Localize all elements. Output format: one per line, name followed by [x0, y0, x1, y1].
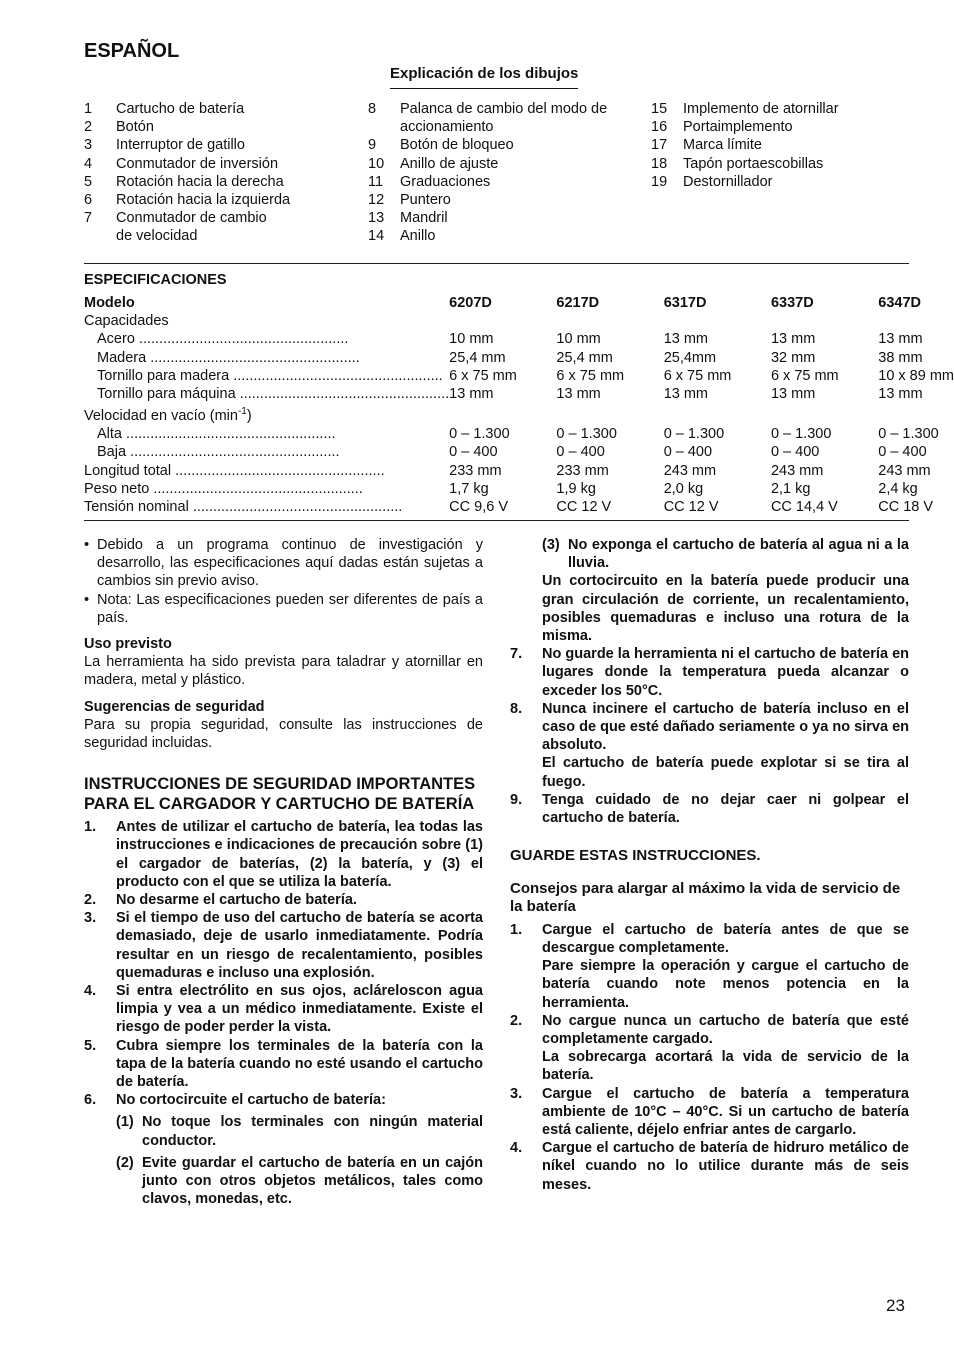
- note-text: Nota: Las especificaciones pueden ser diferentes de país a país.: [97, 591, 483, 626]
- legend-num: 17: [651, 137, 668, 154]
- note-text: Debido a un programa continuo de investigación y desarrollo, las especificaciones aquí dadas están sujetas a cambios sin previo aviso.: [97, 537, 483, 590]
- row-label: Baja ....................................................: [97, 444, 340, 461]
- legend-item: [651, 173, 908, 191]
- right-column: [510, 536, 909, 1194]
- item-num: 6.: [84, 1092, 97, 1109]
- sub-num: (2): [116, 1154, 134, 1171]
- item-text: Tenga cuidado de no dejar caer ni golpear el cartucho de batería.: [542, 791, 909, 827]
- table-cell: 0 – 400: [770, 444, 820, 461]
- row-label-text: Acero: [97, 331, 135, 348]
- table-cell: 2,0 kg: [663, 480, 704, 497]
- row-label: Alta ....................................................: [97, 426, 336, 443]
- table-cell: CC 18 V: [878, 499, 934, 516]
- row-label: Acero ....................................................: [97, 331, 349, 348]
- item-text: Nunca incinere el cartucho de batería incluso en el caso de que esté dañado seriamente o ya no sirva en absoluto.: [542, 700, 909, 754]
- legend-item: [368, 209, 625, 227]
- table-cell: 6 x 75 mm: [663, 367, 732, 384]
- table-row: [84, 498, 954, 516]
- specs-table: [84, 294, 954, 516]
- page-number: 23: [886, 1296, 905, 1315]
- note-bullet: [84, 591, 483, 627]
- tips-title: Consejos para alargar al máximo la vida de servicio de la batería: [510, 879, 901, 916]
- instruction-item: [510, 700, 909, 791]
- item-num: 5.: [84, 1037, 97, 1054]
- table-cell: 10 mm: [449, 331, 494, 348]
- legend-num: 9: [368, 137, 377, 154]
- legend-num: 7: [84, 210, 93, 227]
- table-cell: 6 x 75 mm: [449, 367, 517, 384]
- table-cell: CC 14,4 V: [770, 499, 838, 516]
- item-num: 7.: [510, 646, 523, 663]
- row-label-text: Madera: [97, 349, 147, 366]
- legend-column-1: [84, 100, 341, 246]
- table-cell: 25,4mm: [663, 349, 717, 366]
- table-cell: 13 mm: [878, 331, 923, 348]
- bullet-icon: •: [84, 591, 90, 608]
- row-label-text: Alta: [97, 426, 122, 443]
- language-heading: ESPAÑOL: [84, 40, 180, 62]
- legend-text: Puntero: [400, 192, 451, 209]
- legend-text: Botón: [116, 119, 154, 136]
- item-num: 3.: [84, 910, 97, 927]
- tip-item: [510, 1012, 909, 1085]
- table-cell: 13 mm: [663, 386, 709, 403]
- legend-num: 5: [84, 173, 93, 190]
- table-row: [84, 480, 954, 498]
- legend-num: 15: [651, 101, 668, 117]
- legend-text: Rotación hacia la derecha: [116, 173, 284, 190]
- table-row: [84, 425, 954, 443]
- model-cell: 6317D: [663, 295, 707, 311]
- row-label-text: Tensión nominal: [84, 499, 189, 516]
- legend-text: Implemento de atornillar: [683, 101, 839, 117]
- row-label-text: Longitud total: [84, 462, 172, 479]
- sub-note: Un cortocircuito en la batería puede producir una gran circulación de corriente, un recalentamiento, posibles quemaduras e incluso una rotura de la misma.: [542, 573, 909, 645]
- speed-label: [84, 403, 954, 425]
- row-label: Tensión nominal ....................................................: [84, 499, 403, 516]
- legend-item: [84, 155, 341, 173]
- table-cell: 13 mm: [663, 331, 709, 348]
- item-num: 8.: [510, 700, 523, 717]
- legend-num: 8: [368, 101, 377, 117]
- table-cell: 13 mm: [770, 386, 816, 403]
- table-row: [84, 403, 954, 425]
- note-bullet: [84, 536, 483, 591]
- tip-text: No cargue nunca un cartucho de batería que esté completamente cargado.: [542, 1012, 909, 1047]
- legend-item: [368, 191, 625, 209]
- item-note: El cartucho de batería puede explotar si se tira al fuego.: [542, 755, 909, 790]
- legend-num: 10: [368, 155, 385, 172]
- table-row: [84, 385, 954, 403]
- legend-text: Portaimplemento: [683, 119, 793, 136]
- table-cell: 0 – 1.300: [449, 426, 510, 443]
- legend-text: Anillo: [400, 228, 436, 245]
- item-num: 3.: [510, 1085, 523, 1102]
- sub-item: [542, 536, 909, 572]
- item-text: No cortocircuite el cartucho de batería:: [116, 1092, 386, 1109]
- sub-num: (3): [542, 537, 560, 553]
- tip-text: Cargue el cartucho de batería a temperatura ambiente de 10°C – 40°C. Si un cartucho de batería está caliente, déjelo enfriar antes de cargarlo.: [542, 1085, 909, 1138]
- legend-text: Destornillador: [683, 173, 773, 190]
- legend-num: 19: [651, 173, 668, 190]
- tip-text: Cargue el cartucho de batería antes de que se descargue completamente.: [542, 921, 909, 956]
- table-cell: 13 mm: [878, 386, 923, 403]
- tip-text: Cargue el cartucho de batería de hidruro metálico de níkel cuando no lo utilice durante más de seis meses.: [542, 1140, 909, 1193]
- table-cell: 243 mm: [770, 462, 824, 479]
- table-cell: 13 mm: [449, 386, 494, 403]
- legend-text: Anillo de ajuste: [400, 155, 499, 172]
- instruction-item: [510, 791, 909, 827]
- table-cell: 10 mm: [556, 331, 601, 348]
- table-cell: 0 – 400: [663, 444, 713, 461]
- model-cell: 6347D: [878, 295, 921, 311]
- tip-item: [510, 1085, 909, 1140]
- table-cell: 25,4 mm: [556, 349, 613, 366]
- table-cell: CC 12 V: [663, 499, 719, 516]
- table-row: [84, 443, 954, 461]
- legend-text: Conmutador de cambio de velocidad: [116, 210, 267, 245]
- legend-item: [84, 191, 341, 209]
- sub-text: No toque los terminales con ningún material conductor.: [142, 1114, 483, 1149]
- tip-note: Pare siempre la operación y cargue el cartucho de batería cuando note menos potencia en la herramienta.: [542, 958, 909, 1011]
- legend-item: [368, 155, 625, 173]
- item-text: Cubra siempre los terminales de la batería con la tapa de la batería cuando no esté usando el cartucho de batería.: [116, 1037, 483, 1091]
- safety-text: Para su propia seguridad, consulte las instrucciones de seguridad incluidas.: [84, 716, 483, 752]
- table-row: [84, 367, 954, 385]
- legend-item: [84, 209, 341, 245]
- legend-text: Palanca de cambio del modo de accionamiento: [400, 101, 608, 136]
- row-label-text: Peso neto: [84, 480, 150, 497]
- table-cell: 10 x 89 mm: [878, 367, 954, 384]
- tip-item: [510, 921, 909, 1012]
- sub-item: [116, 1113, 483, 1149]
- table-cell: 0 – 400: [878, 444, 927, 461]
- instructions-title: INSTRUCCIONES DE SEGURIDAD IMPORTANTES PARA EL CARGADOR Y CARTUCHO DE BATERÍA: [84, 775, 476, 814]
- legend-column-3: [651, 100, 908, 191]
- table-row: [84, 294, 954, 312]
- legend-text: Interruptor de gatillo: [116, 137, 245, 154]
- table-cell: 25,4 mm: [449, 349, 506, 366]
- bullet-icon: •: [84, 537, 90, 553]
- legend-item: [651, 100, 908, 118]
- legend-item: [651, 136, 908, 154]
- legend-item: [84, 118, 341, 136]
- table-row: [84, 349, 954, 367]
- row-label: Tornillo para máquina ....................................................: [97, 386, 450, 403]
- legend-item: [368, 136, 625, 154]
- legend-text: Conmutador de inversión: [116, 155, 279, 172]
- item-num: 9.: [510, 791, 523, 808]
- table-cell: 0 – 1.300: [770, 426, 832, 443]
- table-cell: 13 mm: [770, 331, 816, 348]
- sub-text: No exponga el cartucho de batería al agua ni a la lluvia.: [568, 537, 909, 572]
- table-cell: 233 mm: [449, 462, 502, 479]
- table-cell: CC 12 V: [556, 499, 612, 516]
- speed-label-close: ): [246, 408, 252, 425]
- row-label: Tornillo para madera ....................................................: [97, 367, 443, 384]
- item-text: No guarde la herramienta ni el cartucho de batería en lugares donde la temperatura pueda alcanzar o exceder los 50°C.: [542, 646, 909, 699]
- intended-use-text: La herramienta ha sido prevista para taladrar y atornillar en madera, metal y plástico.: [84, 654, 483, 689]
- left-column: [84, 536, 483, 1209]
- legend-item: [368, 227, 625, 245]
- item-text: Antes de utilizar el cartucho de batería, lea todas las instrucciones e indicaciones de precaución sobre (1) el cargador de baterías, (2) la batería, y (3) el producto con el que se utiliza la batería.: [116, 819, 483, 890]
- instruction-item: [84, 1091, 483, 1208]
- row-label-text: Tornillo para máquina: [97, 386, 236, 403]
- legend-num: 3: [84, 137, 93, 154]
- legend-item: [651, 155, 908, 173]
- safety-title: Sugerencias de seguridad: [84, 698, 265, 715]
- legend-num: 16: [651, 119, 668, 136]
- legend-text: Tapón portaescobillas: [683, 155, 824, 172]
- item-num: 1.: [84, 819, 97, 836]
- divider: [84, 520, 909, 521]
- legend-text: Botón de bloqueo: [400, 137, 514, 154]
- table-cell: 233 mm: [556, 462, 609, 479]
- table-cell: 6 x 75 mm: [770, 367, 839, 384]
- sub-num: (1): [116, 1114, 134, 1131]
- legend-num: 12: [368, 192, 385, 209]
- item-num: 1.: [510, 921, 523, 938]
- instruction-item: [510, 645, 909, 700]
- legend-item: [368, 173, 625, 191]
- table-cell: 6 x 75 mm: [556, 367, 625, 384]
- model-label: Modelo: [84, 295, 135, 311]
- row-label: Madera ....................................................: [97, 349, 360, 366]
- table-cell: 0 – 1.300: [663, 426, 725, 443]
- sub-text: Evite guardar el cartucho de batería en un cajón junto con otros objetos metálicos, tales como clavos, monedas, etc.: [142, 1154, 483, 1208]
- intended-use-title: Uso previsto: [84, 636, 172, 653]
- legend-num: 4: [84, 155, 93, 172]
- table-row: [84, 330, 954, 348]
- instruction-item: [84, 982, 483, 1037]
- legend-text: Rotación hacia la izquierda: [116, 192, 291, 209]
- table-cell: 0 – 1.300: [878, 426, 939, 443]
- item-text: No desarme el cartucho de batería.: [116, 892, 357, 909]
- instruction-item: [84, 1037, 483, 1092]
- legend-num: 11: [368, 173, 384, 190]
- table-row: [84, 462, 954, 480]
- row-label: Longitud total ....................................................: [84, 462, 385, 479]
- table-row: [84, 312, 954, 330]
- model-cell: 6207D: [449, 295, 492, 311]
- table-cell: 243 mm: [878, 462, 931, 479]
- table-cell: 38 mm: [878, 349, 923, 366]
- item-num: 2.: [84, 892, 97, 909]
- table-cell: CC 9,6 V: [449, 499, 508, 516]
- instruction-item: [84, 891, 483, 909]
- table-cell: 2,4 kg: [878, 480, 918, 497]
- legend-num: 13: [368, 210, 385, 227]
- row-label: Peso neto ....................................................: [84, 480, 363, 497]
- item-num: 2.: [510, 1012, 523, 1029]
- legend-text: Graduaciones: [400, 173, 491, 190]
- legend-num: 6: [84, 192, 93, 209]
- legend-item: [651, 118, 908, 136]
- row-label-text: Tornillo para madera: [97, 367, 230, 384]
- model-cell: 6217D: [556, 295, 600, 311]
- capacities-label: Capacidades: [84, 313, 169, 330]
- legend-title: Explicación de los dibujos: [390, 65, 578, 89]
- legend-num: 2: [84, 119, 93, 136]
- divider: [84, 263, 909, 264]
- table-cell: 243 mm: [663, 462, 717, 479]
- legend-item: [84, 100, 341, 118]
- item-text: Si entra electrólito en sus ojos, acláreloscon agua limpia y vea a un médico inmediatamente. Existe el riesgo de poder perder la vista.: [116, 983, 483, 1036]
- legend-text: Mandril: [400, 210, 448, 227]
- legend-num: 1: [84, 101, 93, 117]
- table-cell: 32 mm: [770, 349, 816, 366]
- table-cell: 1,7 kg: [449, 480, 489, 497]
- table-cell: 0 – 400: [556, 444, 605, 461]
- save-instructions-heading: GUARDE ESTAS INSTRUCCIONES.: [510, 847, 761, 865]
- legend-num: 14: [368, 228, 385, 245]
- legend-item: [368, 100, 625, 136]
- table-cell: 2,1 kg: [770, 480, 811, 497]
- legend-column-2: [368, 100, 625, 246]
- table-cell: 1,9 kg: [556, 480, 596, 497]
- instruction-item: [510, 536, 909, 645]
- table-cell: 0 – 1.300: [556, 426, 617, 443]
- item-text: Si el tiempo de uso del cartucho de batería se acorta demasiado, deje de usarlo inmediatamente. Podría resultar en un riesgo de recalentamiento, posibles quemaduras e incluso una explosión.: [116, 910, 483, 981]
- legend-item: [84, 136, 341, 154]
- table-cell: 0 – 400: [449, 444, 498, 461]
- item-num: 4.: [510, 1140, 523, 1157]
- specs-title: ESPECIFICACIONES: [84, 272, 227, 288]
- legend-text: Marca límite: [683, 137, 762, 154]
- item-num: 4.: [84, 983, 97, 1000]
- legend-num: 18: [651, 155, 668, 172]
- instruction-item: [84, 818, 483, 891]
- model-cell: 6337D: [770, 295, 814, 311]
- legend-text: Cartucho de batería: [116, 101, 245, 117]
- row-label-text: Baja: [97, 444, 127, 461]
- instruction-item: [84, 909, 483, 982]
- table-cell: 13 mm: [556, 386, 601, 403]
- sub-item: [116, 1154, 483, 1209]
- tip-item: [510, 1139, 909, 1194]
- legend-item: [84, 173, 341, 191]
- speed-label-sup: -1: [237, 406, 247, 418]
- speed-label-text: Velocidad en vacío (min: [84, 408, 238, 425]
- tip-note: La sobrecarga acortará la vida de servicio de la batería.: [542, 1049, 909, 1084]
